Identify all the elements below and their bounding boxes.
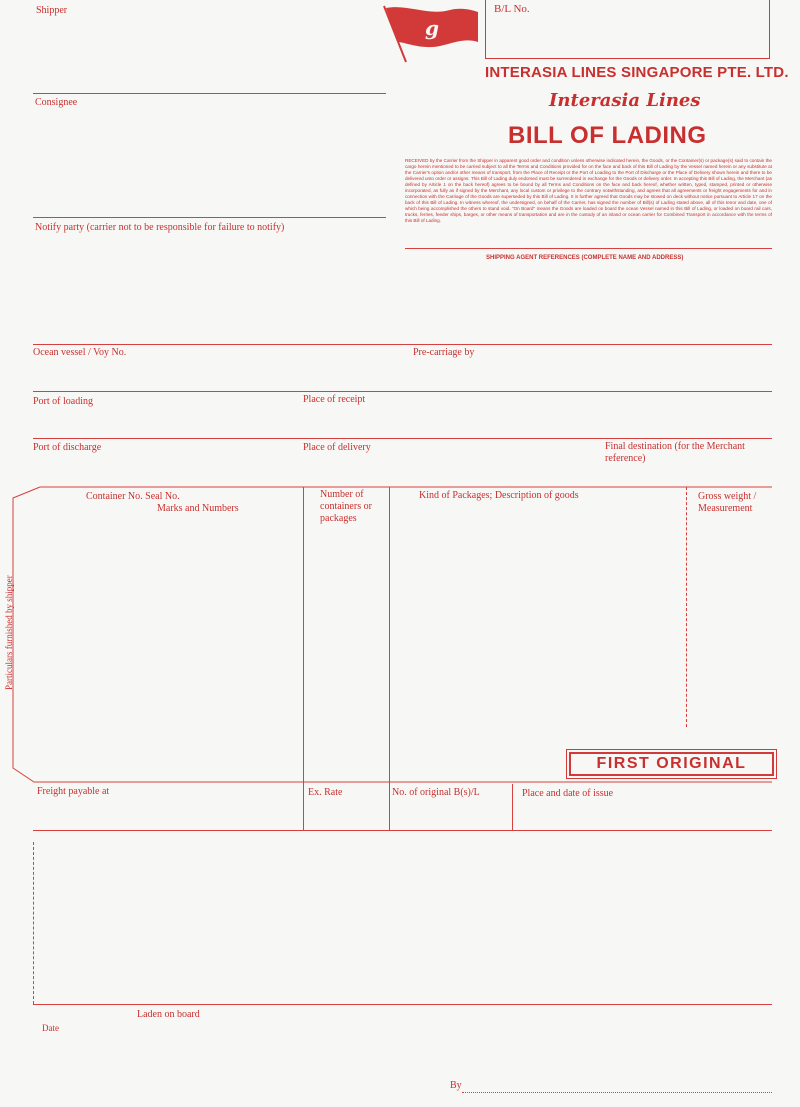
bl-number-box[interactable]: [485, 0, 770, 59]
flag-logo: [378, 2, 486, 64]
logo-letter: g: [425, 16, 439, 40]
particulars-side-label: Particulars furnished by shipper: [4, 575, 14, 690]
freight-payable-label: Freight payable at: [37, 786, 110, 797]
by-label: By: [450, 1080, 462, 1091]
pre-carriage-label: Pre-carriage by: [413, 347, 475, 358]
marks-numbers-label: Marks and Numbers: [157, 503, 239, 514]
particulars-divider-dashed: [686, 487, 687, 727]
kind-of-packages-label: Kind of Packages; Description of goods: [419, 490, 579, 501]
shipper-bottom-line: [33, 93, 386, 94]
place-of-receipt-label: Place of receipt: [303, 394, 366, 405]
signature-line[interactable]: [462, 1092, 772, 1093]
routing-line-3: [33, 438, 772, 439]
port-of-discharge-label: Port of discharge: [33, 442, 102, 453]
consignee-label: Consignee: [35, 97, 78, 108]
laden-on-board-label: Laden on board: [137, 1009, 200, 1020]
container-seal-label: Container No. Seal No.: [86, 491, 180, 502]
routing-line-2: [33, 391, 772, 392]
num-original-label: No. of original B(s)/L: [392, 787, 480, 798]
date-label: Date: [42, 1023, 59, 1033]
document-title: BILL OF LADING: [508, 122, 707, 149]
remarks-area[interactable]: [33, 842, 773, 1004]
freight-bottom-line: [33, 830, 772, 831]
company-name: INTERASIA LINES SINGAPORE PTE. LTD.: [485, 64, 789, 81]
remarks-bottom-line: [33, 1004, 772, 1005]
freight-divider: [512, 784, 513, 831]
final-destination-label: Final destination (for the Merchant reference): [605, 441, 745, 464]
ocean-vessel-label: Ocean vessel / Voy No.: [33, 347, 127, 358]
shipper-label: Shipper: [36, 5, 68, 16]
consignee-bottom-line: [33, 217, 386, 218]
brand-script: Interasia Lines: [549, 90, 701, 111]
number-containers-label: Number of containers or packages: [320, 489, 372, 524]
first-original-stamp: FIRST ORIGINAL: [569, 752, 774, 776]
terms-text: RECEIVED by the Carrier from the Shipper in apparent good order and condition unless otherwise indicated herein, the Goods, or the Container(s) or package(s) said to contain the cargo herein mentioned to be carried subject to all the Terms and Conditions provided for on the face and back of this Bill of Lading by the Vessel named herein or any substitute at the Carrier's option and/or other means of transport, from the Place of Receipt or the Port of Loading to the Port of Discharge or the Place of Delivery shown herein and there to be delivered unto order or assigns. This Bill of Lading duly endorsed must be surrendered in exchange for the Goods or delivery order. In accepting this Bill of Lading, the Merchant (as defined by Article 1 on the back hereof) agrees to be bound by all Terms and Conditions on the face and back hereof, whether written, typed, stamped, printed or otherwise incorporated, as fully as if signed by the Merchant, any local custom or privilege to the contrary notwithstanding, and agrees that all agreements or freight engagements for and in connection with the Carriage of the Goods are superseded by this Bill of Lading. It is further agreed that Goods may be stowed on deck without notice pursuant to Article 17 on the back of this Bill of Lading. In witness whereof, the undersigned, on behalf of the Carrier, has signed the number of Bill(s) of Lading stated above, all of this tenor and date, one of which being accomplished the others to stand void. "On Board" means the Goods are loaded on board the ocean Vessel named in this Bill of Lading, or loaded on board rail cars, trucks, ferries, feeder ships, barges, or other means of transportation and are in the custody of an inland or ocean carrier for Combined Transport in accordance with the terms of this Bill of Lading.: [405, 158, 772, 223]
routing-top-line: [33, 344, 772, 345]
gross-weight-label: Gross weight / Measurement: [698, 491, 757, 514]
notify-party-label: Notify party (carrier not to be responsible for failure to notify): [35, 222, 285, 233]
bl-no-label: B/L No.: [494, 3, 530, 15]
place-date-issue-label: Place and date of issue: [522, 788, 614, 799]
particulars-divider-1: [303, 487, 304, 831]
particulars-divider-2: [389, 487, 390, 831]
port-of-loading-label: Port of loading: [33, 396, 93, 407]
shipping-agent-ref-label: SHIPPING AGENT REFERENCES (COMPLETE NAME AND ADDRESS): [486, 255, 684, 261]
particulars-frame: [12, 486, 773, 784]
terms-bottom-line: [405, 248, 772, 249]
place-of-delivery-label: Place of delivery: [303, 442, 371, 453]
ex-rate-label: Ex. Rate: [308, 787, 343, 798]
